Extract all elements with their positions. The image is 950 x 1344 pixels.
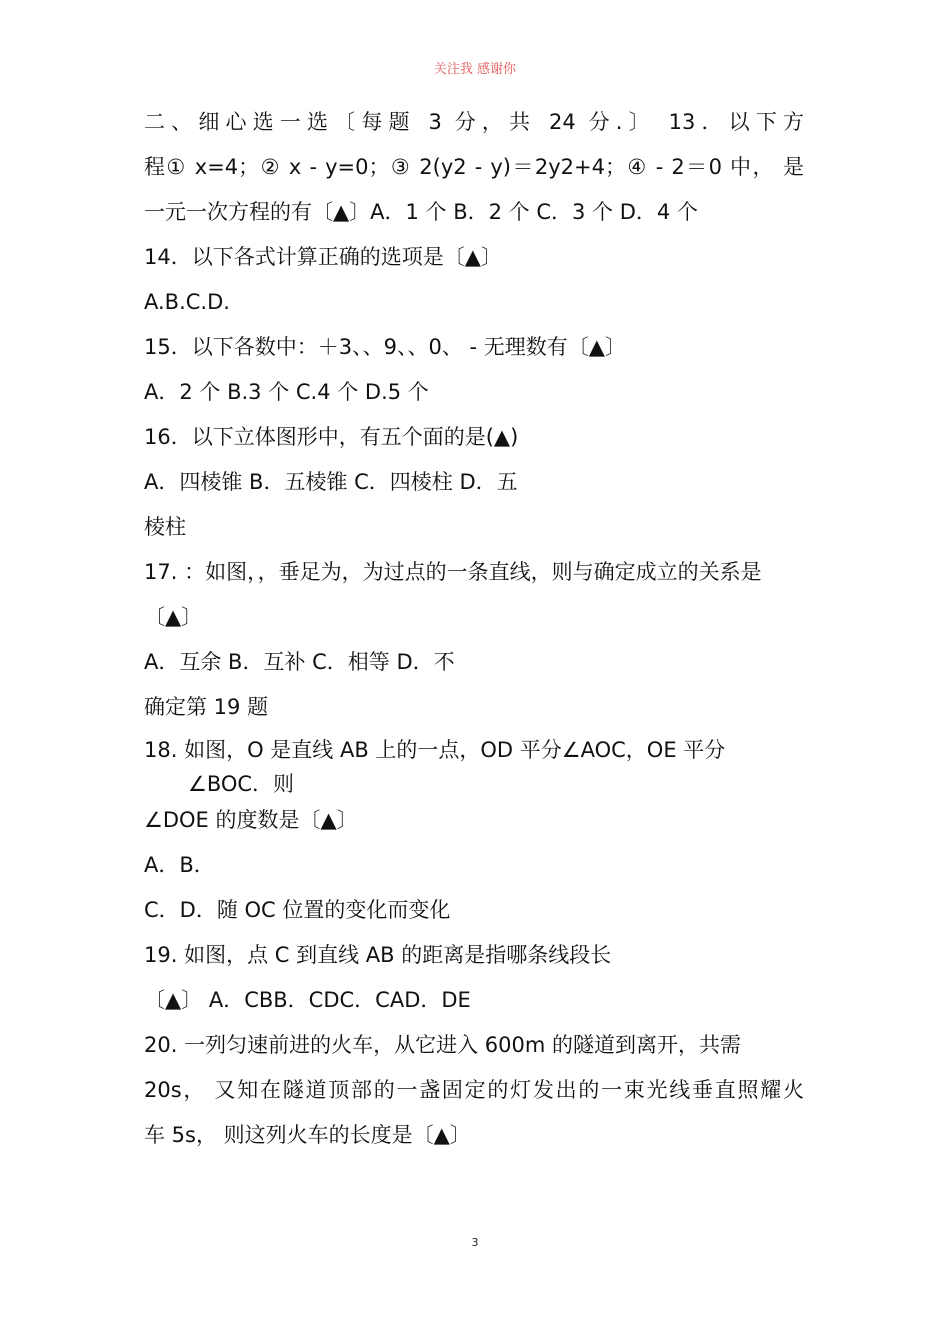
text-line: A．2 个 B.3 个 C.4 个 D.5 个 [144, 380, 429, 404]
header-note: 关注我 感谢你 [433, 62, 517, 77]
text-line: ∠BOC．则 [188, 772, 295, 796]
text-line: C．D．随 OC 位置的变化而变化 [144, 898, 451, 922]
text-line: 确定第 19 题 [144, 695, 269, 719]
text-line: 20s， 又知在隧道顶部的一盏固定的灯发出的一束光线垂直照耀火 [144, 1078, 804, 1102]
text-line: 一元一次方程的有〔▲〕A．1 个 B．2 个 C．3 个 D．4 个 [144, 200, 698, 224]
text-line: A．四棱锥 B．五棱锥 C．四棱柱 D．五 [144, 470, 518, 494]
text-line: 〔▲〕 [144, 605, 203, 629]
text-line: 16．以下立体图形中，有五个面的是(▲) [144, 425, 519, 449]
page-number: 3 [471, 1236, 479, 1249]
text-line: A.B.C.D. [144, 290, 230, 314]
text-line: A．互余 B．互补 C．相等 D．不 [144, 650, 455, 674]
text-line: 14．以下各式计算正确的选项是〔▲〕 [144, 245, 502, 269]
text-line: ∠DOE 的度数是〔▲〕 [144, 808, 358, 832]
document-body [144, 100, 804, 1158]
text-line: 二、细心选一选〔每题 3 分，共 24 分.〕 13．以下方 [144, 110, 804, 134]
text-line: 〔▲〕 A．CBB．CDC．CAD．DE [144, 988, 471, 1012]
text-line: 程① x=4；② x - y=0；③ 2(y2 - y)＝2y2+4；④ - 2＝0 中， 是 [144, 155, 804, 179]
text-line: 车 5s， 则这列火车的长度是〔▲〕 [144, 1123, 471, 1147]
text-line: 18. 如图，O 是直线 AB 上的一点，OD 平分∠AOC，OE 平分 [144, 738, 726, 762]
text-line: 19. 如图，点 C 到直线 AB 的距离是指哪条线段长 [144, 943, 612, 967]
text-line: 15．以下各数中：＋3、、9、、0、 - 无理数有〔▲〕 [144, 335, 626, 359]
text-line: A．B． [144, 853, 215, 877]
text-line: 棱柱 [144, 515, 186, 539]
text-line: 17. ：如图，，垂足为，为过点的一条直线，则与确定成立的关系是 [144, 560, 762, 584]
text-line: 20. 一列匀速前进的火车，从它进入 600m 的隧道到离开，共需 [144, 1033, 741, 1057]
